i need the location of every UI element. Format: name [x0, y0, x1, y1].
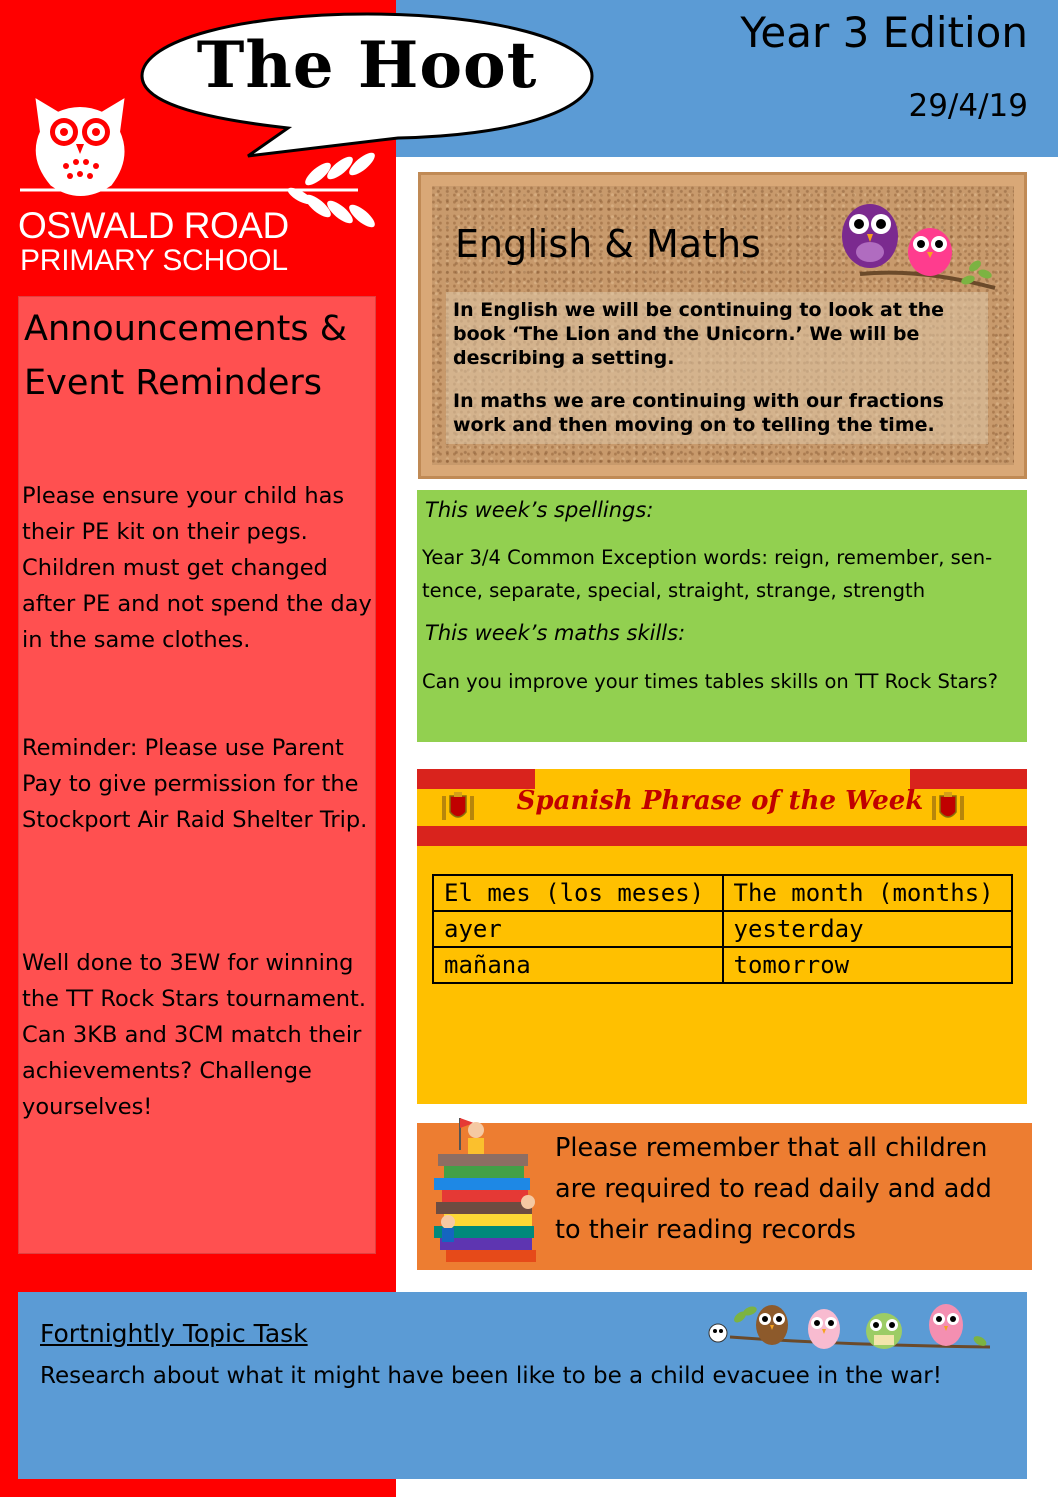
table-row: [433, 911, 1012, 947]
announcements-heading: Announcements & Event Reminders: [24, 309, 348, 403]
owls-on-branch-icon: [830, 196, 1000, 296]
announcement-item: Well done to 3EW for winning the TT Rock Stars tournament. Can 3KB and 3CM match their achievements? Challenge yourselves!: [22, 950, 367, 1120]
maths-skills-heading: This week’s maths skills:: [425, 621, 686, 645]
book-stack-icon: [430, 1110, 550, 1275]
school-name-line2: PRIMARY SCHOOL: [20, 244, 288, 277]
reading-reminder-text: Please remember that all children are required to read daily and add to their reading records: [555, 1133, 992, 1245]
spanish-cell: mañana: [433, 947, 723, 983]
english-text: In English we will be continuing to look at the book ‘The Lion and the Unicorn.’ We will be describing a setting.: [453, 299, 945, 369]
spanish-cell: ayer: [433, 911, 723, 947]
spellings-heading: This week’s spellings:: [425, 498, 654, 522]
owls-row-icon: [700, 1297, 1000, 1367]
topic-task-text: Research about what it might have been like to be a child evacuee in the war!: [40, 1363, 942, 1389]
announcement-item: Reminder: Please use Parent Pay to give permission for the Stockport Air Raid Shelter Trip.: [22, 735, 368, 833]
spanish-cell: El mes (los meses): [433, 875, 723, 911]
flag-stripe: [417, 826, 535, 846]
spellings-panel: [417, 490, 1027, 742]
edition-label: Year 3 Edition: [740, 8, 1028, 57]
english-cell: The month (months): [723, 875, 1013, 911]
table-row: [433, 875, 1012, 911]
school-name-line1: OSWALD ROAD: [18, 205, 289, 246]
phrase-table: [432, 874, 1013, 984]
spellings-text: Year 3/4 Common Exception words: reign, remember, sen-tence, separate, special, straight, strange, strength: [422, 546, 993, 602]
flag-stripe: [910, 826, 1027, 846]
issue-date: 29/4/19: [908, 88, 1028, 124]
spanish-phrase-title: Spanish Phrase of the Week: [516, 786, 924, 816]
announcement-item: Please ensure your child has their PE kit on their pegs. Children must get changed after PE and not spend the day in the same clothes.: [22, 483, 372, 653]
maths-text: In maths we are continuing with our fractions work and then moving on to telling the time.: [453, 390, 944, 436]
english-cell: tomorrow: [723, 947, 1013, 983]
table-row: [433, 947, 1012, 983]
flag-stripe: [535, 826, 910, 846]
maths-skills-text: Can you improve your times tables skills on TT Rock Stars?: [422, 670, 998, 693]
english-cell: yesterday: [723, 911, 1013, 947]
english-maths-heading: English & Maths: [455, 222, 761, 266]
newsletter-title: The Hoot: [196, 28, 538, 103]
topic-task-heading: Fortnightly Topic Task: [40, 1319, 308, 1348]
